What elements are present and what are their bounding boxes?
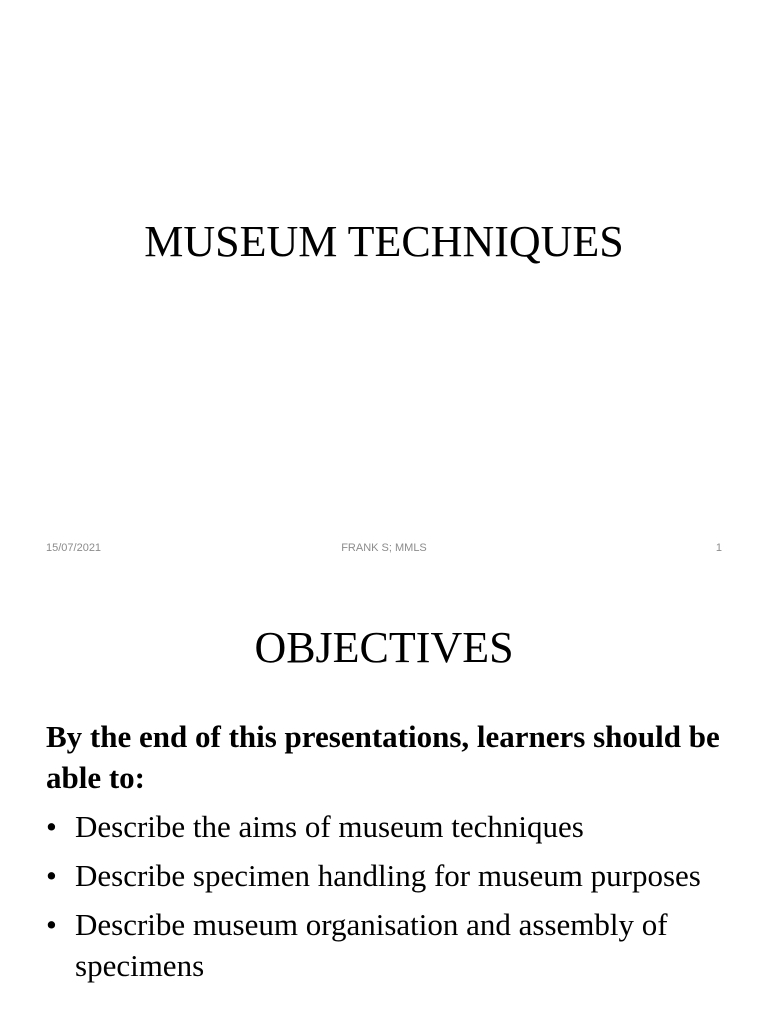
footer-author: FRANK S; MMLS <box>341 542 427 554</box>
bullet-icon: • <box>46 858 57 893</box>
slide-title: OBJECTIVES <box>254 623 514 672</box>
list-item-text: Describe museum organisation and assembly of specimens <box>75 907 668 983</box>
bullet-icon: • <box>46 809 57 844</box>
objectives-list <box>46 806 726 994</box>
bullet-icon: • <box>46 907 57 942</box>
slide-2 <box>0 576 768 1024</box>
list-item <box>46 855 726 896</box>
slide-title: MUSEUM TECHNIQUES <box>144 217 624 266</box>
footer-date: 15/07/2021 <box>46 542 102 554</box>
intro-text: By the end of this presentations, learners should be able to: <box>46 719 720 795</box>
list-item-text: Describe specimen handling for museum purposes <box>75 858 701 893</box>
list-item <box>46 904 726 986</box>
list-item <box>46 806 726 847</box>
footer-page-number: 1 <box>715 542 722 554</box>
list-item-text: Describe the aims of museum techniques <box>75 809 584 844</box>
